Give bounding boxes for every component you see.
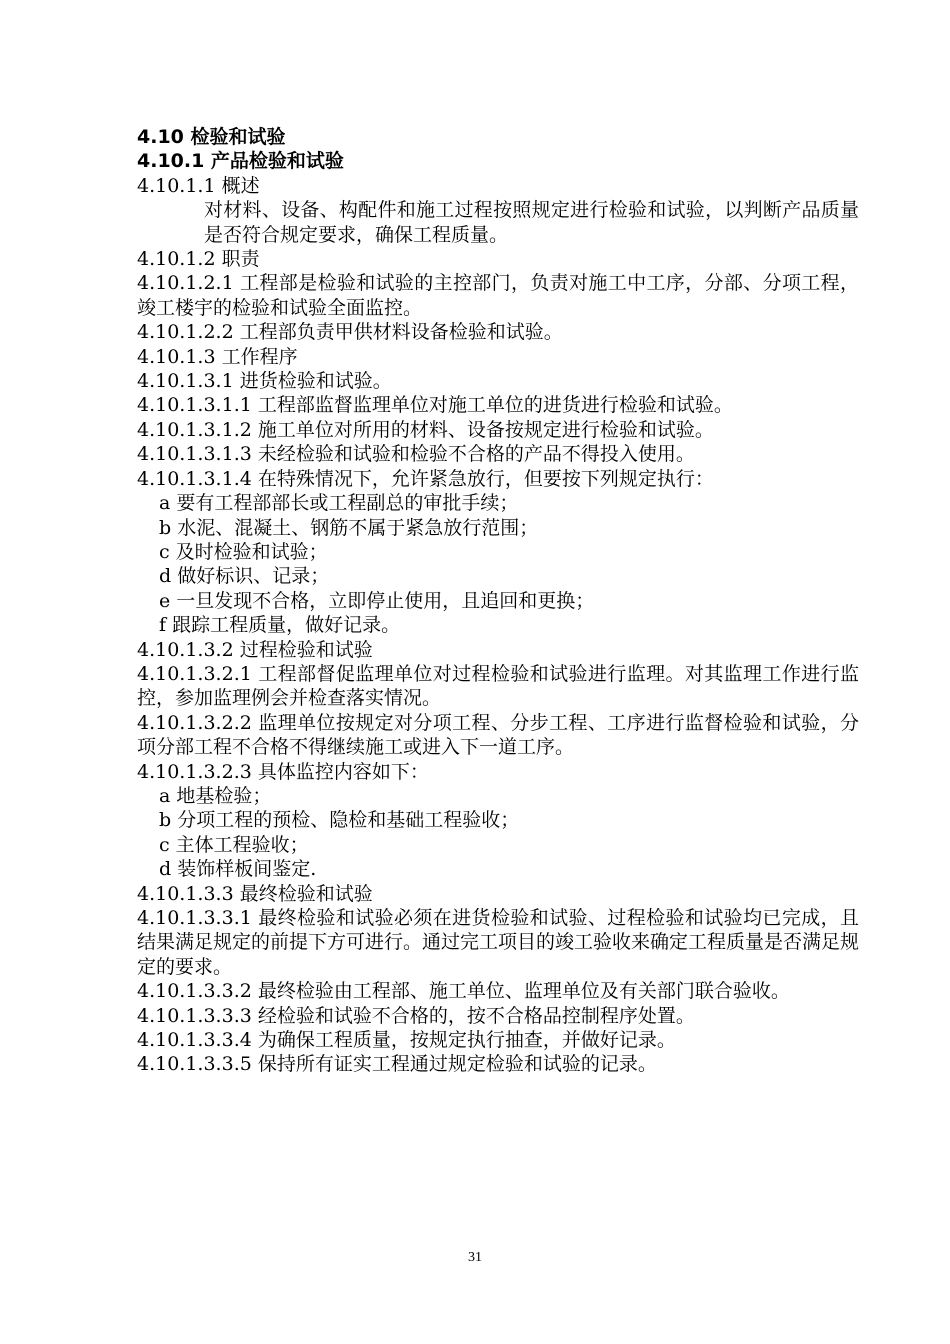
list-item: a 要有工程部部长或工程副总的审批手续； <box>159 492 519 515</box>
clause-paragraph: 4.10.1.3.3.4 为确保工程质量，按规定执行抽查，并做好记录。 <box>137 1029 676 1052</box>
clause-paragraph: 4.10.1.3.3.5 保持所有证实工程通过规定检验和试验的记录。 <box>137 1053 657 1076</box>
list-item: e 一旦发现不合格，立即停止使用，且追回和更换； <box>159 589 595 612</box>
clause-paragraph: 4.10.1.3.1.1 工程部监督监理单位对施工单位的进货进行检验和试验。 <box>137 394 733 417</box>
clause-heading: 4.10.1.3 工作程序 <box>137 345 298 368</box>
list-item: d 装饰样板间鉴定. <box>159 858 317 881</box>
clause-paragraph: 4.10.1.3.2.2 监理单位按规定对分项工程、分步工程、工序进行监督检验和试验，分项分部工程不合格不得继续施工或进入下一道工序。 <box>137 711 859 759</box>
overview-paragraph: 对材料、设备、构配件和施工过程按照规定进行检验和试验，以判断产品质量是否符合规定要求，确保工程质量。 <box>204 199 859 246</box>
document-body <box>137 125 859 1077</box>
clause-paragraph: 4.10.1.3.2.1 工程部督促监理单位对过程检验和试验进行监理。对其监理工作进行监控，参加监理例会并检查落实情况。 <box>137 662 859 710</box>
clause-paragraph: 4.10.1.3.1 进货检验和试验。 <box>137 370 392 393</box>
list-item: a 地基检验； <box>159 784 272 807</box>
list-item: c 主体工程验收； <box>159 833 309 856</box>
clause-paragraph: 4.10.1.3.1.3 未经检验和试验和检验不合格的产品不得投入使用。 <box>137 443 695 466</box>
clause-paragraph: 4.10.1.2.1 工程部是检验和试验的主控部门，负责对施工中工序，分部、分项工程，竣工楼宇的检验和试验全面监控。 <box>137 272 859 319</box>
clause-paragraph: 4.10.1.3.3.2 最终检验由工程部、施工单位、监理单位及有关部门联合验收。 <box>137 980 790 1003</box>
clause-paragraph: 4.10.1.3.1.4 在特殊情况下，允许紧急放行，但要按下列规定执行： <box>137 467 714 490</box>
clause-paragraph: 4.10.1.3.2.3 具体监控内容如下： <box>137 760 429 783</box>
clause-heading: 4.10.1.3.3 最终检验和试验 <box>137 882 373 905</box>
clause-paragraph: 4.10.1.2.2 工程部负责甲供材料设备检验和试验。 <box>137 321 563 344</box>
clause-heading: 4.10.1.2 职责 <box>137 248 260 271</box>
page-number: 31 <box>468 1250 482 1265</box>
clause-heading: 4.10.1.1 概述 <box>137 174 260 197</box>
clause-heading: 4.10.1.3.2 过程检验和试验 <box>137 638 373 661</box>
clause-paragraph: 4.10.1.3.1.2 施工单位对所用的材料、设备按规定进行检验和试验。 <box>137 418 714 441</box>
list-item: f 跟踪工程质量，做好记录。 <box>159 614 401 637</box>
clause-paragraph: 4.10.1.3.3.1 最终检验和试验必须在进货检验和试验、过程检验和试验均已完成，且结果满足规定的前提下方可进行。通过完工项目的竣工验收来确定工程质量是否满足规定的要求。 <box>137 907 860 978</box>
clause-paragraph: 4.10.1.3.3.3 经检验和试验不合格的，按不合格品控制程序处置。 <box>137 1004 695 1027</box>
subsection-heading: 4.10.1 产品检验和试验 <box>137 150 344 173</box>
list-item: b 水泥、混凝土、钢筋不属于紧急放行范围； <box>159 516 539 539</box>
list-item: c 及时检验和试验； <box>159 540 328 563</box>
list-item: d 做好标识、记录； <box>159 565 330 588</box>
section-heading: 4.10 检验和试验 <box>137 126 286 148</box>
list-item: b 分项工程的预检、隐检和基础工程验收； <box>159 809 520 832</box>
